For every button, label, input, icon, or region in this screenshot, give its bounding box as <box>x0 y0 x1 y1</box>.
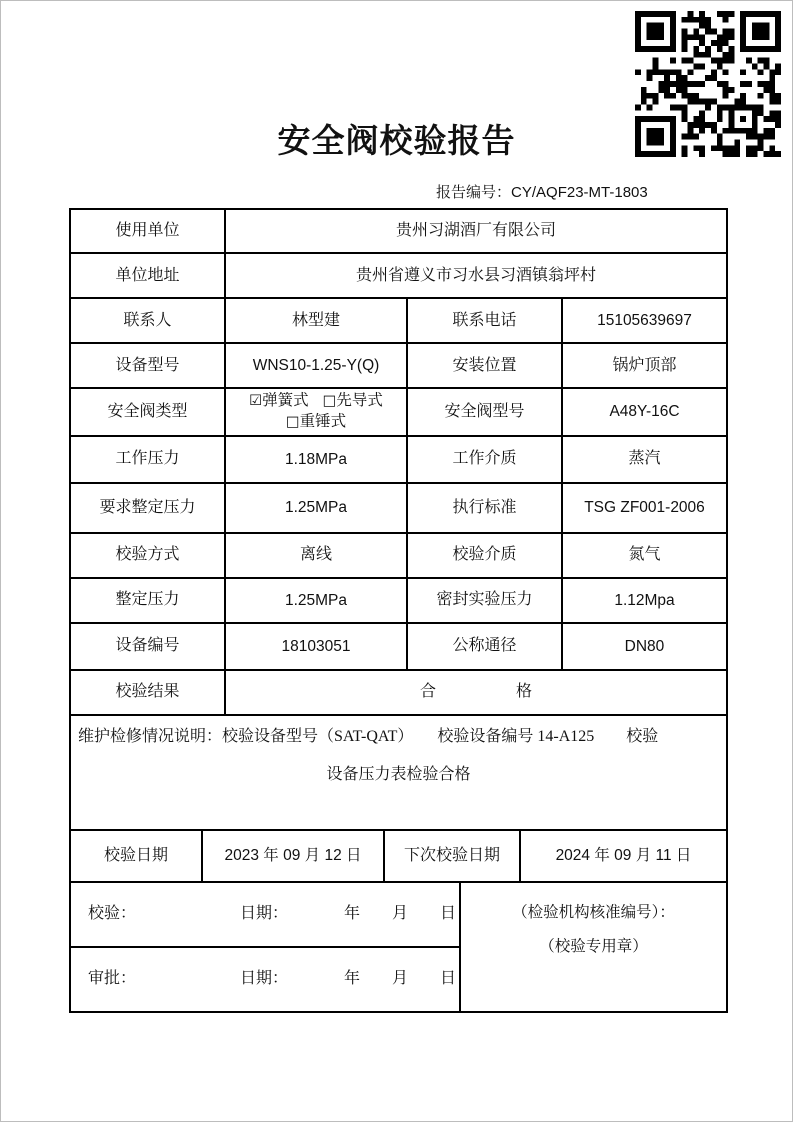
label-valve-type: 安全阀类型 <box>70 388 225 436</box>
label-unit-address: 单位地址 <box>70 253 225 298</box>
value-set-pressure: 1.25MPa <box>225 578 407 623</box>
table-row <box>70 623 727 670</box>
value-unit-address: 贵州省遵义市习水县习酒镇翁坪村 <box>225 253 727 298</box>
value-calibration-result: 合 格 <box>225 670 727 715</box>
label-working-pressure: 工作压力 <box>70 436 225 483</box>
value-standard: TSG ZF001-2006 <box>562 483 727 533</box>
org-approval-number-label: （检验机构核准编号）： <box>512 903 675 921</box>
label-equipment-no: 设备编号 <box>70 623 225 670</box>
valve-type-options <box>225 388 407 436</box>
value-install-position: 锅炉顶部 <box>562 343 727 388</box>
report-number <box>436 181 648 202</box>
table-row <box>70 830 727 882</box>
checkbox-unchecked-icon: □ <box>322 393 337 409</box>
maintenance-note-line1: 维护检修情况说明：校验设备型号（SAT-QAT） 校验设备编号 14-A125 校验 <box>78 727 659 745</box>
sign-approver-cell <box>70 947 460 1012</box>
table-row <box>70 882 727 947</box>
org-approval-cell <box>460 882 727 1012</box>
table-row <box>70 209 727 253</box>
report-table <box>69 208 726 1013</box>
checkbox-unchecked-icon: □ <box>285 413 300 430</box>
label-install-position: 安装位置 <box>407 343 562 388</box>
table-row <box>70 298 727 343</box>
table-row <box>70 578 727 623</box>
value-calibration-medium: 氮气 <box>562 533 727 578</box>
calibrator-ymd-placeholder: 年 月 日 <box>344 905 457 923</box>
label-set-pressure: 整定压力 <box>70 578 225 623</box>
table-row <box>70 436 727 483</box>
value-calibration-method: 离线 <box>225 533 407 578</box>
label-contact-person: 联系人 <box>70 298 225 343</box>
calibrator-date-label: 日期： <box>240 905 289 923</box>
table-row <box>70 670 727 715</box>
calibrator-sign-label: 校验： <box>88 905 137 923</box>
value-seal-test-pressure: 1.12Mpa <box>562 578 727 623</box>
info-table <box>69 208 728 831</box>
label-valve-model: 安全阀型号 <box>407 388 562 436</box>
value-working-medium: 蒸汽 <box>562 436 727 483</box>
valve-type-options-line1 <box>230 391 402 412</box>
label-seal-test-pressure: 密封实验压力 <box>407 578 562 623</box>
value-use-unit: 贵州习湖酒厂有限公司 <box>225 209 727 253</box>
label-calibration-date: 校验日期 <box>70 830 202 882</box>
value-equipment-model: WNS10-1.25-Y(Q) <box>225 343 407 388</box>
report-number-label: 报告编号： <box>436 184 512 201</box>
label-calibration-method: 校验方式 <box>70 533 225 578</box>
report-number-value: CY/AQF23-MT-1803 <box>511 184 648 201</box>
value-equipment-no: 18103051 <box>225 623 407 670</box>
approver-date-label: 日期： <box>240 970 289 988</box>
table-row <box>70 388 727 436</box>
value-contact-phone: 15105639697 <box>562 298 727 343</box>
value-valve-model: A48Y-16C <box>562 388 727 436</box>
table-row <box>70 483 727 533</box>
date-table <box>69 829 728 883</box>
value-next-calibration-date: 2024 年 09 月 11 日 <box>520 830 727 882</box>
option-pilot-label: 先导式 <box>336 392 383 409</box>
value-calibration-date: 2023 年 09 月 12 日 <box>202 830 384 882</box>
table-row <box>70 343 727 388</box>
maintenance-note <box>70 715 727 830</box>
value-contact-person: 林型建 <box>225 298 407 343</box>
sign-approver-row <box>71 969 459 989</box>
label-equipment-model: 设备型号 <box>70 343 225 388</box>
table-row <box>70 715 727 830</box>
approver-ymd-placeholder: 年 月 日 <box>344 970 457 988</box>
table-row <box>70 253 727 298</box>
label-working-medium: 工作介质 <box>407 436 562 483</box>
value-nominal-diameter: DN80 <box>562 623 727 670</box>
label-calibration-medium: 校验介质 <box>407 533 562 578</box>
sign-calibrator-cell <box>70 882 460 947</box>
page-title: 安全阀校验报告 <box>277 124 516 160</box>
value-working-pressure: 1.18MPa <box>225 436 407 483</box>
checkbox-checked-icon: ☑ <box>249 393 263 409</box>
approver-sign-label: 审批： <box>88 970 137 988</box>
label-nominal-diameter: 公称通径 <box>407 623 562 670</box>
table-row <box>70 533 727 578</box>
option-spring-label: 弹簧式 <box>262 392 309 409</box>
label-required-set-pressure: 要求整定压力 <box>70 483 225 533</box>
option-weight-label: 重锤式 <box>299 412 347 430</box>
value-required-set-pressure: 1.25MPa <box>225 483 407 533</box>
label-standard: 执行标准 <box>407 483 562 533</box>
label-use-unit: 使用单位 <box>70 209 225 253</box>
signature-table <box>69 881 728 1013</box>
label-calibration-result: 校验结果 <box>70 670 225 715</box>
label-next-calibration-date: 下次校验日期 <box>384 830 520 882</box>
label-contact-phone: 联系电话 <box>407 298 562 343</box>
org-stamp-label: （校验专用章） <box>539 938 648 956</box>
sign-calibrator-row <box>71 904 459 924</box>
valve-type-options-line2 <box>230 412 402 433</box>
maintenance-note-line2: 设备压力表检验合格 <box>326 766 471 784</box>
